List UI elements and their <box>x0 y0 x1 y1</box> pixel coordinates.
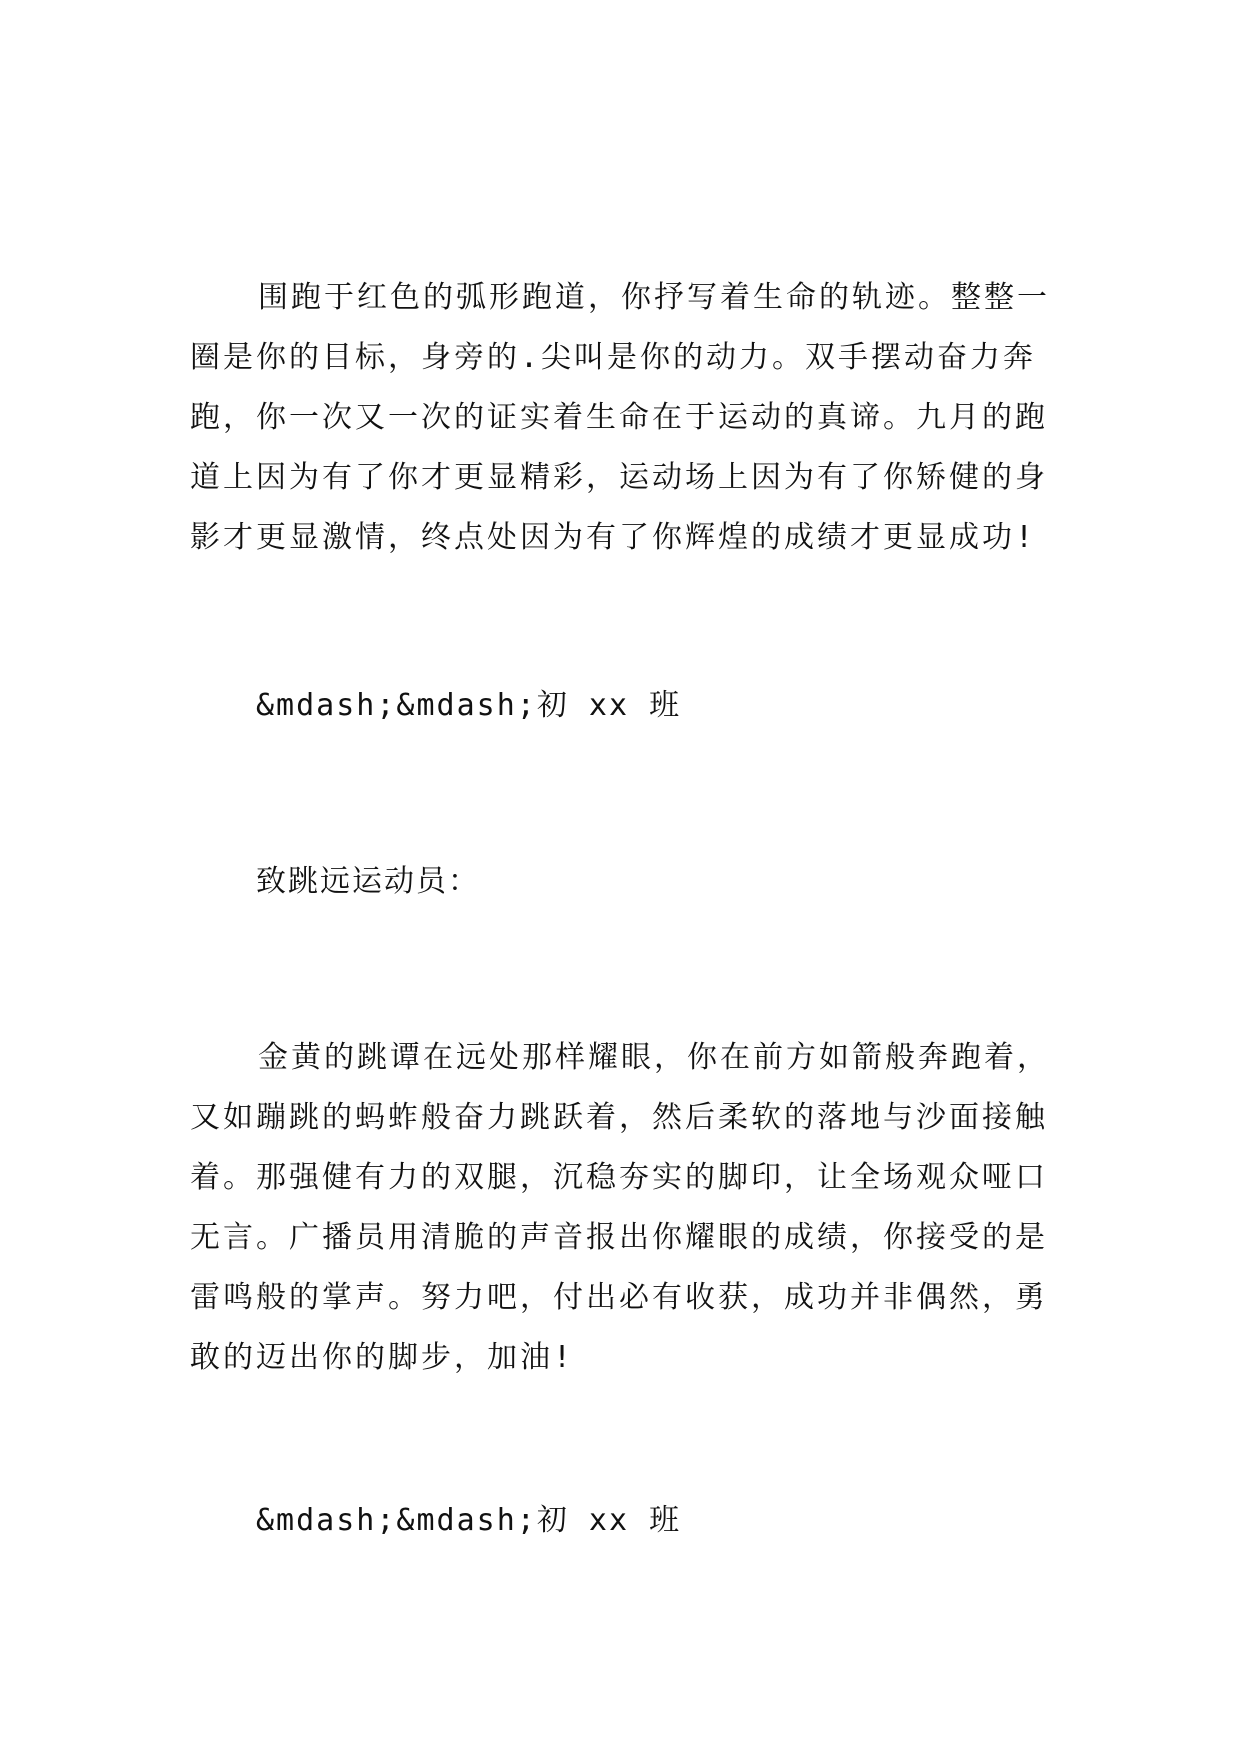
paragraph-line: 金黄的跳谭在远处那样耀眼，你在前方如箭般奔跑着， <box>258 1040 1050 1075</box>
paragraph-long-jump-tribute <box>190 1028 1050 1388</box>
signature-class-1: &mdash;&mdash;初 xx 班 <box>256 688 682 723</box>
paragraph-line: 着。那强健有力的双腿，沉稳夯实的脚印，让全场观众哑口 <box>190 1160 1048 1195</box>
paragraph-line: 影才更显激情，终点处因为有了你辉煌的成绩才更显成功! <box>190 520 1037 555</box>
paragraph-runner-tribute <box>190 268 1050 568</box>
paragraph-line: 圈是你的目标，身旁的.尖叫是你的动力。双手摆动奋力奔 <box>190 340 1037 375</box>
paragraph-line: 跑，你一次又一次的证实着生命在于运动的真谛。九月的跑 <box>190 400 1048 435</box>
heading-long-jump: 致跳远运动员： <box>256 864 480 899</box>
paragraph-line: 无言。广播员用清脆的声音报出你耀眼的成绩，你接受的是 <box>190 1220 1048 1255</box>
paragraph-line: 又如蹦跳的蚂蚱般奋力跳跃着，然后柔软的落地与沙面接触 <box>190 1100 1048 1135</box>
paragraph-line: 围跑于红色的弧形跑道，你抒写着生命的轨迹。整整一 <box>258 280 1050 315</box>
paragraph-line: 雷鸣般的掌声。努力吧，付出必有收获，成功并非偶然，勇 <box>190 1280 1048 1315</box>
paragraph-line: 敢的迈出你的脚步，加油! <box>190 1340 575 1375</box>
signature-class-2: &mdash;&mdash;初 xx 班 <box>256 1503 682 1538</box>
paragraph-line: 道上因为有了你才更显精彩，运动场上因为有了你矫健的身 <box>190 460 1048 495</box>
